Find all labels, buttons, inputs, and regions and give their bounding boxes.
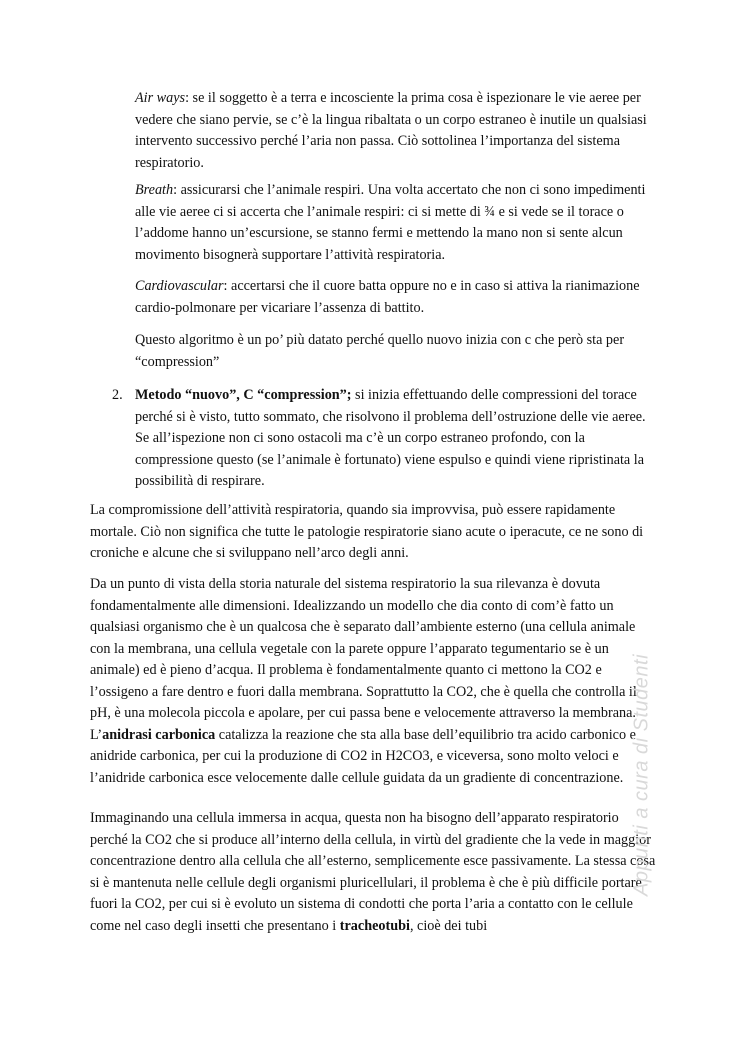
text-breath: : assicurarsi che l’animale respiri. Una volta accertato che non ci sono impedimenti alle vie aeree ci si accerta che l’animale respiri: ci si mette di ¾ e si vede se il torace o l’addome hanno un’escursione, se stanno fermi e mettendo la mano non si sente alcun movimento bisognerà supportare l’attività respiratoria. (135, 182, 646, 263)
term-air-ways: Air ways (135, 90, 186, 106)
immaginando-text-2: , cioè dei tubi (409, 917, 488, 934)
storia-text-2: catalizza la reazione che sta alla base dell’equilibrio tra acido carbonico e anidride carbonica, per cui la produzione di CO2 in H2CO3, e viceversa, sono molto veloci e l’anidride carbonica esce velocemente dalle cellule guidata da un gradiente di concentrazione. (90, 726, 636, 786)
paragraph-algoritmo: Questo algoritmo è un po’ più datato perché quello nuovo inizia con c che però sta per “compression” (135, 332, 625, 370)
text-air-ways: : se il soggetto è a terra e incosciente la prima cosa è ispezionare le vie aeree per vedere che siano pervie, se c’è la lingua ribaltata o un corpo estraneo è inutile un qualsiasi intervento successivo perché l’aria non passa. Ciò sottolinea l’importanza del sistema respiratorio. (135, 90, 647, 171)
immaginando-bold: tracheotubi (339, 917, 410, 934)
paragraph-air-ways (135, 88, 657, 174)
storia-text-1: Da un punto di vista della storia naturale del sistema respiratorio la sua rilevanza è dovuta fondamentalmente alle dimensioni. Idealizzando un modello che dia conto di com’è fatto un qualsiasi organismo che è un qualcosa che è separato dall’ambiente esterno (una cellula animale con la membrana, una cellula vegetale con la parete oppure l’apparato tegumentario se è un animale) ed è pieno d’acqua. Il problema è fondamentalmente quanto ci mettono la CO2 e l’ossigeno a fare dentro e fuori dalla membrana. Soprattutto la CO2, che è quella che controlla il pH, è una molecola piccola e apolare, per cui passa bene e velocemente attraverso la membrana. L’ (90, 576, 637, 743)
immaginando-text-1: Immaginando una cellula immersa in acqua, questa non ha bisogno dell’apparato respiratorio perché la CO2 che si produce all’interno della cellula, in virtù del gradiente che la vede in maggior concentrazione dentro alla cellula che all’esterno, semplicemente esce passivamente. La stessa cosa si è mantenuta nelle cellule degli organismi pluricellulari, il problema è che è più difficile portare fuori la CO2, per cui si è evoluto un sistema di condotti che porta l’aria a contatto con le cellule come nel caso degli insetti che presentano i (90, 810, 656, 934)
paragraph-storia (90, 574, 656, 789)
watermark-text: Appunti a cura di Studenti (630, 653, 653, 897)
term-cardiovascular: Cardiovascular (135, 278, 224, 294)
item2-text: si inizia effettuando delle compressioni del torace perché si è visto, tutto sommato, che risolvono il problema dell’ostruzione delle vie aeree. Se all’ispezione non ci sono ostacoli ma c’è un corpo estraneo profondo, con la compressione questo (se l’animale è fortunato) viene espulso e quindi viene ripristinata la possibilità di respirare. (135, 387, 646, 489)
term-breath: Breath (135, 182, 174, 198)
paragraph-cardiovascular (135, 276, 657, 319)
list-item-2 (135, 385, 657, 493)
storia-bold: anidrasi carbonica (102, 726, 216, 743)
paragraph-breath (135, 180, 657, 266)
item2-heading: Metodo “nuovo”, C “compression”; (135, 387, 352, 403)
text-cardiovascular: : accertarsi che il cuore batta oppure no e in caso si attiva la rianimazione cardio-polmonare per vicariare l’assenza di battito. (135, 278, 640, 316)
list-number-2: 2. (112, 387, 123, 403)
paragraph-compromissione: La compromissione dell’attività respiratoria, quando sia improvvisa, può essere rapidamente mortale. Ciò non significa che tutte le patologie respiratorie siano acute o iperacute, ce ne sono di croniche e alcune che si sviluppano nell’arco degli anni. (90, 502, 644, 561)
paragraph-immaginando (90, 808, 656, 937)
watermark (632, 540, 652, 1010)
